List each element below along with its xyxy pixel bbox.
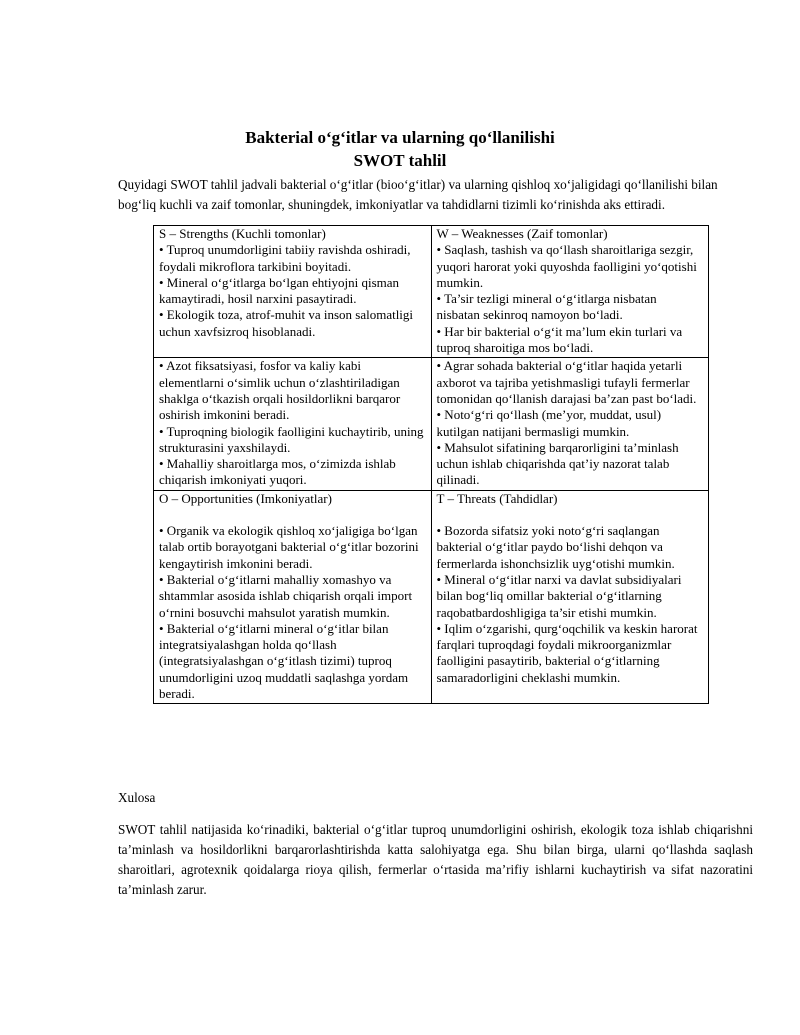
strength-item: • Tuproq unumdorligini tabiiy ravishda oshiradi, foydali mikroflora tarkibini boyitadi.	[159, 242, 411, 274]
swot-row-3	[154, 490, 709, 704]
weakness-item: • Mahsulot sifatining barqarorligini ta’minlash uchun ishlab chiqarishda qat’iy nazorat talab qilinadi.	[436, 439, 679, 488]
opportunity-item: • Bakterial o‘g‘itlarni mahalliy xomashyo va shtammlar asosida ishlab chiqarish orqali import o‘rnini bosuvchi mahsulot yaratish mumkin.	[159, 571, 413, 620]
threats-cell	[431, 490, 709, 704]
strengths-cell	[154, 226, 432, 358]
threats-header: T – Threats (Tahdidlar)	[436, 490, 558, 506]
swot-row-2	[154, 358, 709, 490]
threat-item: • Mineral o‘g‘itlar narxi va davlat subsidiyalari bilan bog‘liq omillar bakterial o‘g‘itlarning raqobatbardoshligiga ta’sir etishi mumkin.	[436, 571, 682, 620]
weakness-item: • Noto‘g‘ri qo‘llash (me’yor, muddat, usul) kutilgan natijani bermasligi mumkin.	[436, 407, 662, 439]
strength-item: • Tuproqning biologik faolligini kuchaytirib, uning strukturasini yaxshilaydi.	[159, 423, 424, 455]
blank-line	[159, 507, 426, 523]
weakness-item: • Agrar sohada bakterial o‘g‘itlar haqida yetarli axborot va tajriba yetishmasligi tufayli fermerlar tomonidan qo‘llanish darajasi ba’zan past bo‘ladi.	[436, 358, 697, 406]
weaknesses-header: W – Weaknesses (Zaif tomonlar)	[436, 226, 608, 241]
strengths-header: S – Strengths (Kuchli tomonlar)	[159, 226, 326, 241]
opportunities-cell	[154, 490, 432, 704]
swot-row-1	[154, 226, 709, 358]
title-line-2: SWOT tahlil	[353, 151, 447, 170]
strength-item: • Azot fiksatsiyasi, fosfor va kaliy kabi elementlarni o‘simlik uchun o‘zlashtiriladigan shaklga o‘tkazish orqali hosildorlikni barqaror oshirish imkonini beradi.	[159, 358, 401, 423]
weaknesses-cell-continued	[431, 358, 709, 490]
threat-item: • Bozorda sifatsiz yoki noto‘g‘ri saqlangan bakterial o‘g‘itlar paydo bo‘lishi dehqon va fermerlarda ishonchsizlik uyg‘otishi mumkin.	[436, 523, 675, 571]
strength-item: • Mahalliy sharoitlarga mos, o‘zimizda ishlab chiqarish imkoniyati yuqori.	[159, 456, 396, 488]
conclusion-heading: Xulosa	[118, 790, 156, 805]
intro-paragraph: Quyidagi SWOT tahlil jadvali bakterial o‘g‘itlar (bioo‘g‘itlar) va ularning qishloq xo‘jaligidagi qo‘llanilishi bilan bog‘liq kuchli va zaif tomonlar, shuningdek, imkoniyatlar va tahdidlarni tizimli ko‘rinishda aks ettiradi.	[118, 177, 718, 212]
strengths-cell-continued	[154, 358, 432, 490]
title-line-1: Bakterial o‘g‘itlar va ularning qo‘llanilishi	[245, 128, 555, 147]
threat-item: • Iqlim o‘zgarishi, qurg‘oqchilik va keskin harorat farqlari tuproqdagi foydali mikroorganizmlar faolligini pasaytirib, bakterial o‘g‘itlarning samaradorligini cheklashi mumkin.	[436, 620, 698, 685]
strength-item: • Mineral o‘g‘itlarga bo‘lgan ehtiyojni qisman kamaytiradi, hosil narxini pasaytiradi.	[159, 274, 400, 307]
opportunity-item: • Organik va ekologik qishloq xo‘jaligiga bo‘lgan talab ortib borayotgani bakterial o‘g‘itlar bozorini kengaytirish imkonini beradi.	[159, 523, 419, 571]
weaknesses-cell	[431, 226, 709, 358]
weakness-item: • Ta’sir tezligi mineral o‘g‘itlarga nisbatan nisbatan sekinroq namoyon bo‘ladi.	[436, 291, 657, 323]
weakness-item: • Saqlash, tashish va qo‘llash sharoitlariga sezgir, yuqori harorat yoki quyoshda faolligini yo‘qotishi mumkin.	[436, 242, 697, 290]
blank-line	[437, 507, 704, 523]
opportunity-item: • Bakterial o‘g‘itlarni mineral o‘g‘itlar bilan integratsiyalashgan holda qo‘llash (integratsiyalashgan o‘g‘itlash tizimi) tuproq unumdorligini uzoq muddatli saqlashga yordam beradi.	[159, 620, 409, 702]
swot-table	[153, 225, 709, 704]
weakness-item: • Har bir bakterial o‘g‘it ma’lum ekin turlari va tuproq sharoitiga mos bo‘ladi.	[436, 323, 683, 356]
opportunities-header: O – Opportunities (Imkoniyatlar)	[159, 490, 332, 506]
strength-item: • Ekologik toza, atrof-muhit va inson salomatligi uchun xavfsizroq hisoblanadi.	[159, 307, 414, 339]
conclusion-paragraph: SWOT tahlil natijasida ko‘rinadiki, bakterial o‘g‘itlar tuproq unumdorligini oshirish, ekologik toza ishlab chiqarishni ta’minlash va hosildorlikni barqarorlashtirishda katta salohiyatga ega. Shu bilan birga, ularni qo‘llashda saqlash sharoitlari, agrotexnik qoidalarga rioya qilish, fermerlar o‘rtasida ma’rifiy ishlarni kuchaytirish va sifat nazoratini ta’minlash zarur.	[118, 822, 753, 897]
document-title	[0, 126, 800, 172]
